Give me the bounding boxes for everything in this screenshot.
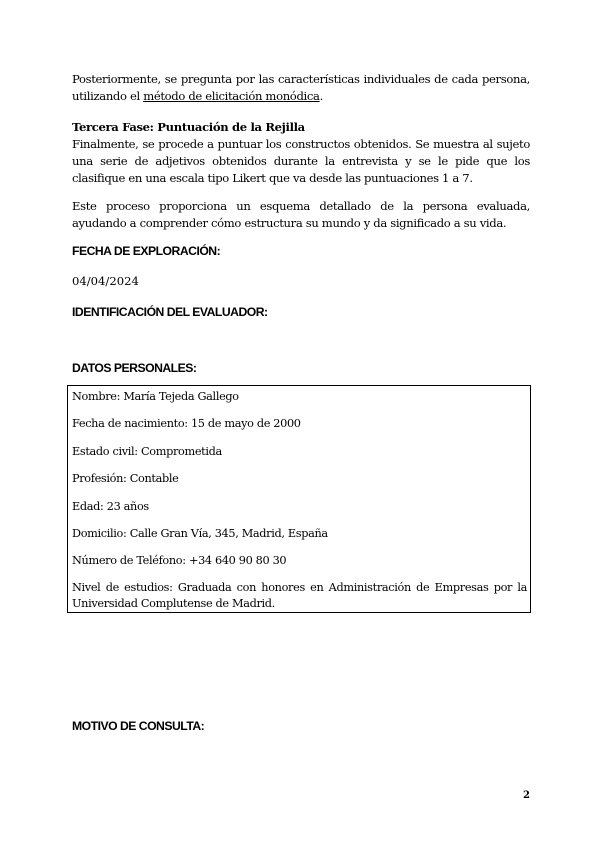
name-field: Nombre: María Tejeda Gallego [72,390,239,403]
elicitation-method-link[interactable]: método de elicitación monódica [143,89,320,103]
summary-paragraph: Este proceso proporciona un esquema detallado de la persona evaluada, ayudando a comprender cómo estructura su mundo y da significado a su vida. [72,199,530,230]
intro-suffix: . [319,89,323,103]
age-field: Edad: 23 años [72,500,149,513]
birth-date-field: Fecha de nacimiento: 15 de mayo de 2000 [72,417,301,430]
page-number: 2 [523,790,530,801]
intro-paragraph [72,71,530,105]
exploration-date-value: 04/04/2024 [72,274,139,288]
third-phase-title: Tercera Fase: Puntuación de la Rejilla [72,120,305,134]
address-field: Domicilio: Calle Gran Vía, 345, Madrid, España [72,527,328,540]
profession-field: Profesión: Contable [72,472,179,485]
consultation-heading: MOTIVO DE CONSULTA: [72,719,205,733]
intro-text: Posteriormente, se pregunta por las características individuales de cada persona, utilizando el [72,72,530,103]
third-phase-body: Finalmente, se procede a puntuar los constructos obtenidos. Se muestra al sujeto una serie de adjetivos obtenidos durante la entrevista y se le pide que los clasifique en una escala tipo Likert que va desde las puntuaciones 1 a 7. [72,137,530,185]
personal-data-box [67,385,531,613]
marital-status-field: Estado civil: Comprometida [72,445,222,458]
phone-field: Número de Teléfono: +34 640 90 80 30 [72,554,287,567]
evaluator-heading: IDENTIFICACIÓN DEL EVALUADOR: [72,305,268,319]
exploration-date-heading: FECHA DE EXPLORACIÓN: [72,244,221,258]
education-field: Nivel de estudios: Graduada con honores en Administración de Empresas por la Universidad Complutense de Madrid. [72,581,527,610]
personal-data-heading: DATOS PERSONALES: [72,361,197,375]
